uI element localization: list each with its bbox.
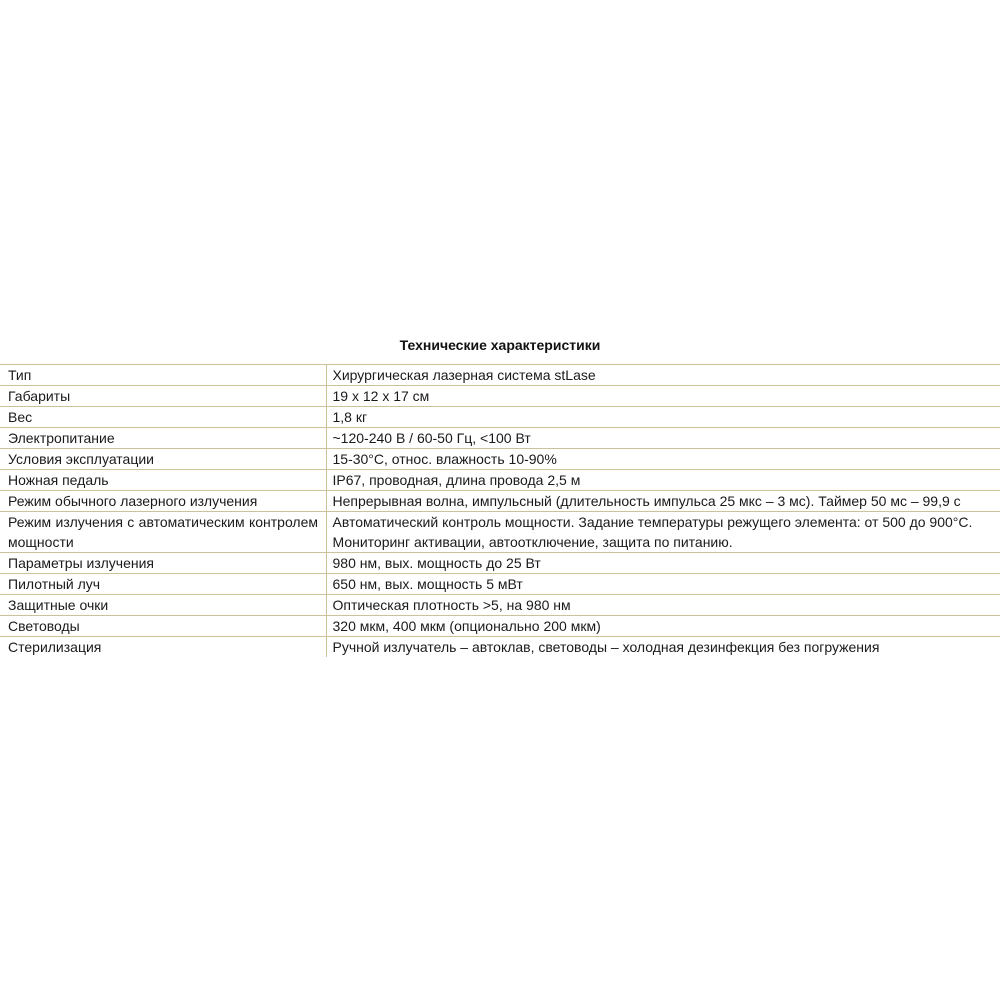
table-row xyxy=(0,512,1000,553)
table-row xyxy=(0,470,1000,491)
row-value: 15-30°С, относ. влажность 10-90% xyxy=(332,451,557,467)
row-value: 1,8 кг xyxy=(332,409,368,425)
row-label: Защитные очки xyxy=(0,595,326,616)
row-value: 19 x 12 x 17 см xyxy=(332,388,430,404)
row-label: Стерилизация xyxy=(0,637,326,658)
table-row xyxy=(0,637,1000,658)
row-label: Пилотный луч xyxy=(0,574,326,595)
row-label: Параметры излучения xyxy=(0,553,326,574)
table-row xyxy=(0,574,1000,595)
table-row xyxy=(0,407,1000,428)
table-row xyxy=(0,428,1000,449)
row-label: Режим обычного лазерного излучения xyxy=(0,491,326,512)
table-row xyxy=(0,616,1000,637)
row-value: ~120-240 В / 60-50 Гц, <100 Вт xyxy=(332,430,531,446)
page-title: Технические характеристики xyxy=(399,337,601,353)
row-label: Световоды xyxy=(0,616,326,637)
row-label: Тип xyxy=(0,365,326,386)
row-label-text: Режим излучения с автоматическим контролем мощности xyxy=(8,514,318,550)
row-value: Автоматический контроль мощности. Задание температуры режущего элемента: от 500 до 900°С. Мониторинг активации, автоотключение, защита по питанию. xyxy=(332,514,973,550)
row-value: Оптическая плотность >5, на 980 нм xyxy=(332,597,571,613)
row-value: 980 нм, вых. мощность до 25 Вт xyxy=(332,555,541,571)
spec-table xyxy=(0,364,1000,657)
row-value: IP67, проводная, длина провода 2,5 м xyxy=(332,472,581,488)
row-value: 650 нм, вых. мощность 5 мВт xyxy=(332,576,523,592)
row-label: Ножная педаль xyxy=(0,470,326,491)
row-value: Непрерывная волна, импульсный (длительность импульса 25 мкс – 3 мс). Таймер 50 мс – 99,9 с xyxy=(332,493,961,509)
row-label xyxy=(0,512,326,553)
row-label: Габариты xyxy=(0,386,326,407)
table-row xyxy=(0,491,1000,512)
table-row xyxy=(0,595,1000,616)
table-row xyxy=(0,365,1000,386)
table-row xyxy=(0,386,1000,407)
table-row xyxy=(0,553,1000,574)
row-value: Ручной излучатель – автоклав, световоды – холодная дезинфекция без погружения xyxy=(332,639,880,655)
row-value: Хирургическая лазерная система stLase xyxy=(332,367,596,383)
row-label: Условия эксплуатации xyxy=(0,449,326,470)
row-label: Вес xyxy=(0,407,326,428)
row-label: Электропитание xyxy=(0,428,326,449)
table-row xyxy=(0,449,1000,470)
row-value: 320 мкм, 400 мкм (опционально 200 мкм) xyxy=(332,618,601,634)
